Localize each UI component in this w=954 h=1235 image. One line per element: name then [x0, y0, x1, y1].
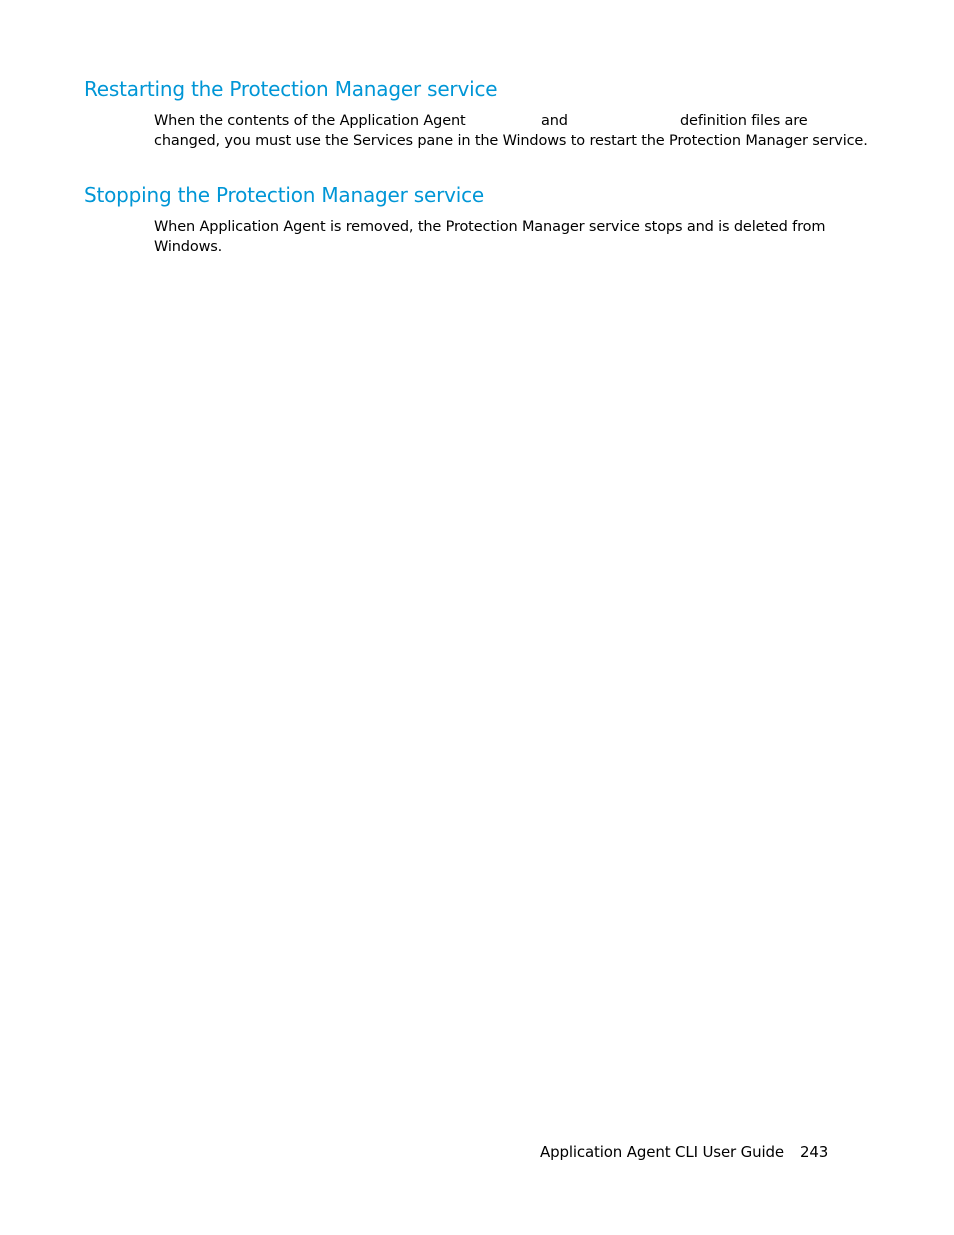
- section-heading-stopping: Stopping the Protection Manager service: [84, 183, 485, 207]
- footer-guide-title: Application Agent CLI User Guide: [540, 1143, 784, 1161]
- section-heading-restarting: Restarting the Protection Manager service: [84, 77, 498, 101]
- text-segment: and: [541, 113, 568, 129]
- text-segment: changed, you must use the Services pane in the Windows to restart the Protection Manager service.: [154, 133, 868, 149]
- footer-page-number: 243: [800, 1143, 829, 1161]
- text-segment: definition files are: [680, 113, 808, 129]
- text-segment: When Application Agent is removed, the Protection Manager service stops and is deleted from: [154, 219, 826, 235]
- text-segment: When the contents of the Application Agent: [154, 113, 466, 129]
- text-segment: Windows.: [154, 239, 223, 255]
